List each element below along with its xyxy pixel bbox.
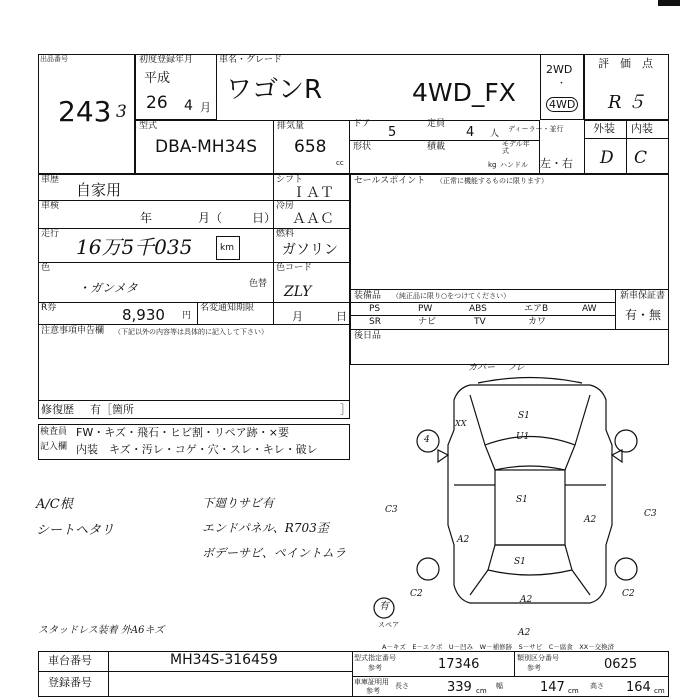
mark-s1c: S1 [514, 557, 526, 567]
mark-c3r: C3 [644, 509, 657, 519]
designation-value: 17346 [438, 657, 480, 672]
chassis-label: 車台番号 [48, 654, 92, 667]
drive-dot: ・ [557, 79, 567, 89]
warranty-label: 新車保証書 [620, 291, 666, 301]
color-code-value: ZLY [284, 284, 312, 300]
lot-mark: 3 [116, 102, 127, 122]
length-unit: cm [476, 687, 487, 695]
door-label: ドア [353, 119, 371, 129]
height-unit: cm [654, 687, 665, 695]
equipment-label: 装備品 [354, 291, 382, 301]
equip-pw: PW [418, 304, 433, 314]
handle-value: 左・右 [540, 157, 573, 170]
mark-c2r: C2 [622, 589, 635, 599]
exterior-label: 外装 [593, 122, 615, 135]
mark-ra2: A2 [518, 628, 531, 638]
shift-label: シフト [276, 175, 304, 185]
equip-sr: SR [369, 317, 381, 327]
windshield [485, 437, 575, 471]
shift-value: ＩＡＴ [292, 185, 334, 201]
equip-aw: AW [582, 304, 597, 314]
category-sub: 参考 [527, 664, 541, 672]
registration-era: 平成 [144, 71, 171, 86]
registration-month: 4 [184, 98, 193, 114]
eval-score: R ５ [608, 92, 646, 113]
height-label: 高さ [590, 682, 604, 690]
inspection-year: 年 [140, 211, 153, 225]
ac-value: ＡＡＣ [292, 211, 334, 227]
repair-label: 修復歴 [41, 403, 74, 416]
wheel-fr [615, 430, 637, 452]
car-grade: 4WD_FX [412, 78, 516, 107]
capacity-unit: 人 [490, 129, 500, 139]
rear-window [488, 545, 572, 575]
dims-sub: 参考 [366, 687, 380, 695]
registration-month-unit: 月 [200, 101, 211, 114]
lot-label: 出品番号 [40, 55, 68, 63]
category-value: 0625 [604, 657, 638, 672]
dealer-label: ディーラー・並行 [508, 125, 564, 133]
note-right-1: 下廻りサビ有 [202, 496, 275, 510]
stud-note: スタッドレス装着 外A6キズ [38, 625, 165, 636]
color-label: 色 [41, 263, 51, 273]
drive-2wd: 2WD [546, 63, 573, 76]
history-label: 車歴 [41, 175, 60, 185]
dims-label: 車庫証明用 [354, 678, 389, 686]
note-left-1: A/C根 [36, 497, 73, 512]
door-value: 5 [388, 125, 397, 140]
displacement-unit: cc [336, 159, 344, 167]
recycle-unit: 円 [182, 311, 192, 321]
wheel-rr [615, 558, 637, 580]
mark-spare: スペア [378, 621, 399, 629]
note-left-2: シートヘタリ [36, 523, 115, 538]
legend: A－キズ E－エクボ U－凹み W－補修跡 S－サビ C－腐食 XX－交換済 [382, 643, 615, 651]
lot-number: 243 [58, 95, 112, 128]
mark-a2r: A2 [584, 515, 597, 525]
load-label: 積載 [427, 142, 446, 152]
sales-point-label: セールスポイント [354, 176, 426, 186]
registration-label: 初度登録年月 [139, 55, 194, 65]
equip-tv: TV [474, 317, 486, 327]
drive-4wd: 4WD [546, 97, 578, 112]
equip-ps: PS [369, 304, 381, 314]
width-label: 幅 [496, 682, 503, 690]
category-label: 類別区分番号 [517, 654, 559, 662]
registration-year: 26 [146, 93, 168, 113]
equip-airbag: エアB [524, 304, 549, 314]
notice-day: 日 [336, 310, 347, 323]
length-label: 長さ [395, 682, 409, 690]
caution-note: （下記以外の内容等は具体的に記入して下さい） [114, 328, 268, 336]
repair-close: ］ [340, 403, 351, 416]
car-name-label: 車名・グレード [219, 55, 283, 65]
mark-a2l: A2 [457, 535, 470, 545]
capacity-label: 定員 [427, 119, 446, 129]
inspector-label2: 記入欄 [40, 442, 68, 452]
roof [495, 470, 565, 545]
model-year-label: モデル年式 [502, 140, 530, 155]
equip-navi: ナビ [418, 317, 437, 327]
color-value: ・ガンメタ [78, 281, 138, 295]
interior-label: 内装 [631, 122, 653, 135]
recycle-value: 8,930 [122, 306, 165, 324]
regno-label: 登録番号 [48, 676, 92, 689]
chassis-value: MH34S-316459 [170, 652, 278, 668]
notice-month: 月 [292, 310, 303, 323]
wheel-rl [417, 558, 439, 580]
designation-label: 型式指定番号 [354, 654, 396, 662]
mark-s1a: S1 [518, 411, 530, 421]
length-value: 339 [447, 680, 472, 695]
displacement-label: 排気量 [277, 121, 305, 131]
inspection-month: 月（ [198, 211, 223, 225]
equip-abs: ABS [469, 304, 487, 314]
mark-u1: U1 [516, 432, 530, 442]
mark-c3l: C3 [385, 505, 398, 515]
mileage-value: 16万5千035 [76, 235, 193, 259]
mark-yes: 有 [379, 601, 389, 612]
eval-label: 評 価 点 [598, 57, 653, 70]
mark-w4: 4 [424, 435, 430, 445]
equipment-note: （純正品に限り○をつけてください） [392, 292, 511, 300]
mark-s1b: S1 [516, 495, 528, 505]
height-value: 164 [626, 680, 651, 695]
fuel-label: 燃料 [276, 229, 295, 239]
warranty-value: 有・無 [625, 308, 662, 322]
displacement-value: 658 [294, 137, 327, 157]
handle-label: ハンドル [500, 161, 528, 169]
body-outline [448, 385, 612, 603]
model-label: 型式 [139, 121, 158, 131]
sales-point-note: （正常に機能するものに限ります） [436, 177, 548, 185]
mileage-unit: km [220, 243, 234, 253]
equip-leather: カワ [528, 317, 547, 327]
car-name: ワゴンR [226, 75, 323, 105]
inspector-label: 検査員 [40, 427, 68, 437]
capacity-value: 4 [466, 125, 475, 140]
mark-xx: XX [455, 419, 467, 428]
mark-top: カバー フレ [468, 363, 525, 373]
later-label: 後日品 [354, 331, 382, 341]
mark-c2l: C2 [410, 589, 423, 599]
color-code-label: 色コード [276, 263, 313, 273]
note-right-2: エンドパネル、R703歪 [202, 521, 329, 535]
inspection-label: 車検 [41, 201, 60, 211]
load-unit: kg [488, 161, 497, 169]
model-value: DBA-MH34S [155, 137, 258, 157]
inspection-day: 日） [252, 211, 277, 225]
recycle-label: R券 [41, 303, 57, 313]
exterior-value: D [600, 148, 614, 168]
notice-label: 名変通知期限 [200, 303, 255, 313]
mileage-label: 走行 [41, 229, 60, 239]
width-value: 147 [540, 680, 565, 695]
inspector-row2: 内装 キズ・汚レ・コゲ・穴・スレ・キレ・破レ [76, 443, 318, 456]
interior-value: C [634, 148, 648, 168]
caution-label: 注意事項申告欄 [41, 326, 105, 336]
fuel-value: ガソリン [282, 242, 338, 258]
color-change-label: 色替 [249, 279, 268, 289]
repair-value: 有［箇所 [90, 403, 134, 416]
note-right-3: ボデーサビ、ペイントムラ [202, 546, 346, 560]
designation-sub: 参考 [368, 664, 382, 672]
history-value: 自家用 [76, 181, 122, 199]
width-unit: cm [568, 687, 579, 695]
ac-label: 冷房 [276, 201, 295, 211]
shape-label: 形状 [353, 142, 372, 152]
mark-a2: A2 [520, 595, 533, 605]
inspector-row1: FW・キズ・飛石・ヒビ割・リペア跡・×要 [76, 426, 289, 439]
